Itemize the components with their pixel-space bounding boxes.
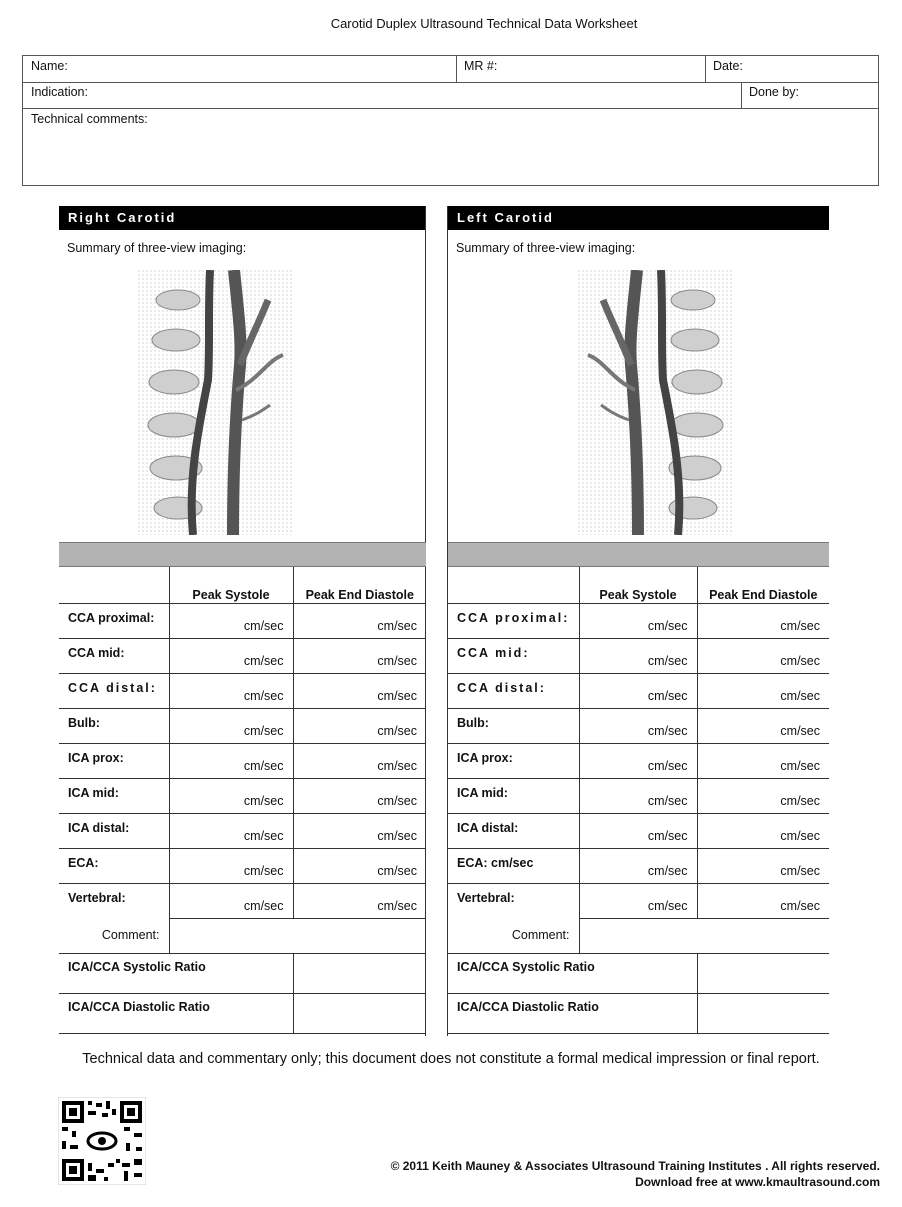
right-diastole-field[interactable]: cm/sec [293, 743, 426, 778]
right-row-label: Bulb: [59, 708, 169, 743]
right-row-label: CCA distal: [59, 673, 169, 708]
left-carotid-anatomy-image [578, 270, 733, 535]
left-systole-field[interactable]: cm/sec [579, 708, 697, 743]
right-row-label: CCA mid: [59, 638, 169, 673]
right-diastole-field[interactable]: cm/sec [293, 778, 426, 813]
left-summary-label: Summary of three-view imaging: [456, 241, 636, 255]
left-diastole-field[interactable]: cm/sec [697, 603, 829, 638]
right-systole-field[interactable]: cm/sec [169, 638, 293, 673]
left-row-label: ICA prox: [448, 743, 579, 778]
date-field[interactable]: Date: [713, 59, 743, 73]
right-systole-field[interactable]: cm/sec [169, 778, 293, 813]
right-systolic-ratio-field[interactable] [293, 953, 426, 993]
left-systole-field[interactable]: cm/sec [579, 743, 697, 778]
left-row-label: CCA mid: [448, 638, 579, 673]
right-diastole-field[interactable]: cm/sec [293, 708, 426, 743]
left-row-label: ICA mid: [448, 778, 579, 813]
right-carotid-title: Right Carotid [59, 206, 426, 230]
left-row-label: CCA proximal: [448, 603, 579, 638]
left-diastolic-ratio-field[interactable] [697, 993, 829, 1033]
right-systole-field[interactable]: cm/sec [169, 673, 293, 708]
done-by-field[interactable]: Done by: [749, 85, 800, 99]
right-carotid-panel [59, 206, 426, 230]
right-summary-label: Summary of three-view imaging: [67, 241, 247, 255]
left-col-peak-end-diastole: Peak End Diastole [697, 567, 829, 603]
left-carotid-title: Left Carotid [448, 206, 829, 230]
left-systole-field[interactable]: cm/sec [579, 848, 697, 883]
right-row-label: ICA mid: [59, 778, 169, 813]
left-systolic-ratio-field[interactable] [697, 953, 829, 993]
right-col-peak-end-diastole: Peak End Diastole [293, 567, 426, 603]
left-systole-field[interactable]: cm/sec [579, 603, 697, 638]
right-systole-field[interactable]: cm/sec [169, 848, 293, 883]
right-row-label: ICA prox: [59, 743, 169, 778]
right-diastole-field[interactable]: cm/sec [293, 813, 426, 848]
left-velocity-table [448, 567, 829, 1034]
right-comment-field[interactable] [169, 918, 426, 953]
right-comment-label: Comment: [59, 918, 169, 953]
right-systole-field[interactable]: cm/sec [169, 603, 293, 638]
right-diastole-field[interactable]: cm/sec [293, 638, 426, 673]
left-diastolic-ratio-label: ICA/CCA Diastolic Ratio [448, 993, 697, 1033]
left-systole-field[interactable]: cm/sec [579, 778, 697, 813]
left-systole-field[interactable]: cm/sec [579, 813, 697, 848]
right-diastolic-ratio-field[interactable] [293, 993, 426, 1033]
right-row-label: Vertebral: [68, 890, 126, 905]
left-diastole-field[interactable]: cm/sec [697, 848, 829, 883]
right-velocity-table [59, 567, 426, 1034]
left-row-label: ECA: cm/sec [448, 848, 579, 883]
left-systole-field[interactable]: cm/sec [579, 673, 697, 708]
left-diastole-field[interactable]: cm/sec [697, 673, 829, 708]
right-gray-band [59, 542, 426, 567]
left-comment-field[interactable] [579, 918, 829, 953]
right-systole-field[interactable]: cm/sec [169, 708, 293, 743]
left-row-label: Vertebral: [457, 890, 515, 905]
left-diastole-field[interactable]: cm/sec [697, 638, 829, 673]
left-row-label: CCA distal: [448, 673, 579, 708]
right-systole-field[interactable]: cm/sec [169, 743, 293, 778]
left-diastole-field[interactable]: cm/sec [697, 708, 829, 743]
right-diastole-field[interactable]: cm/sec [293, 848, 426, 883]
left-row-label: ICA distal: [448, 813, 579, 848]
right-systole-field[interactable]: cm/sec [169, 813, 293, 848]
qr-code-icon [58, 1097, 146, 1185]
copyright-text: © 2011 Keith Mauney & Associates Ultrasound Training Institutes . All rights reserved. [390, 1159, 880, 1173]
left-row-label: Bulb: [448, 708, 579, 743]
mr-number-field[interactable]: MR #: [464, 59, 498, 73]
left-systole-field[interactable]: cm/sec [579, 883, 697, 918]
left-comment-label: Comment: [448, 918, 579, 953]
name-field[interactable]: Name: [31, 59, 68, 73]
patient-info-box [22, 55, 879, 186]
disclaimer-text: Technical data and commentary only; this document does not constitute a formal medical impression or final report. [82, 1051, 820, 1067]
right-systolic-ratio-label: ICA/CCA Systolic Ratio [59, 953, 293, 993]
left-diastole-field[interactable]: cm/sec [697, 778, 829, 813]
footer-copyright [391, 1158, 880, 1190]
technical-comments-field[interactable]: Technical comments: [31, 112, 148, 126]
left-carotid-panel [448, 206, 829, 230]
left-systolic-ratio-label: ICA/CCA Systolic Ratio [448, 953, 697, 993]
right-row-label: ECA: [59, 848, 169, 883]
right-row-label: ICA distal: [59, 813, 169, 848]
download-link[interactable]: Download free at www.kmaultrasound.com [635, 1175, 880, 1189]
left-col-peak-systole: Peak Systole [579, 567, 697, 603]
page-title: Carotid Duplex Ultrasound Technical Data Worksheet [330, 16, 638, 31]
right-row-label: CCA proximal: [59, 603, 169, 638]
right-diastolic-ratio-label: ICA/CCA Diastolic Ratio [59, 993, 293, 1033]
right-col-peak-systole: Peak Systole [169, 567, 293, 603]
left-diastole-field[interactable]: cm/sec [697, 813, 829, 848]
left-diastole-field[interactable]: cm/sec [697, 743, 829, 778]
right-diastole-field[interactable]: cm/sec [293, 883, 426, 918]
right-diastole-field[interactable]: cm/sec [293, 603, 426, 638]
left-diastole-field[interactable]: cm/sec [697, 883, 829, 918]
indication-field[interactable]: Indication: [31, 85, 88, 99]
right-carotid-anatomy-image [138, 270, 293, 535]
left-gray-band [448, 542, 829, 567]
left-systole-field[interactable]: cm/sec [579, 638, 697, 673]
right-diastole-field[interactable]: cm/sec [293, 673, 426, 708]
right-systole-field[interactable]: cm/sec [169, 883, 293, 918]
